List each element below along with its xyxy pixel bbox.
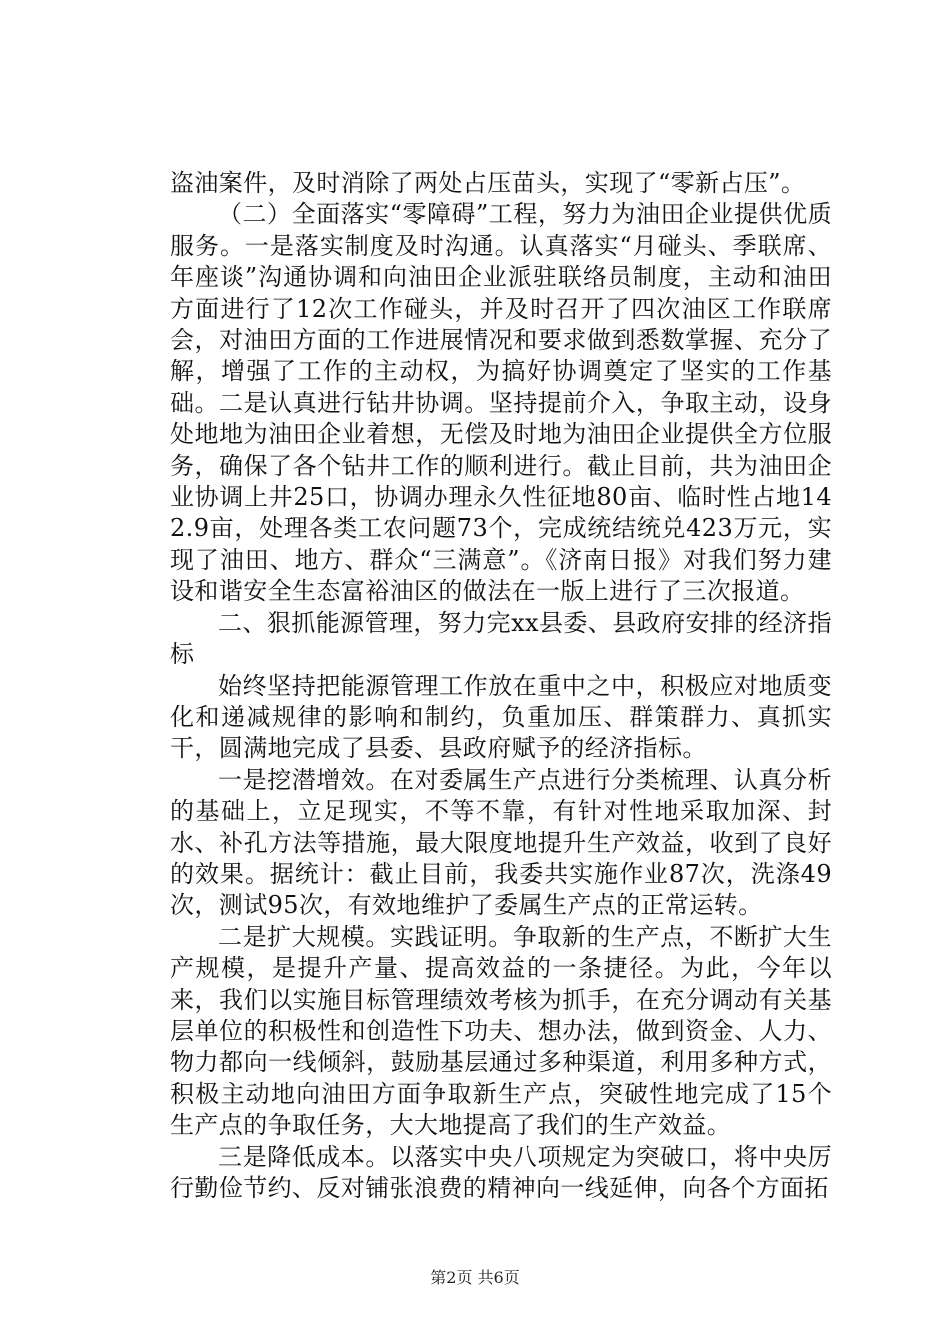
page-number: 第2页 共6页 — [430, 1268, 520, 1287]
section-heading: 二、狠抓能源管理，努力完xx县委、县政府安排的经济指标 — [170, 608, 832, 669]
paragraph-4: 始终坚持把能源管理工作放在重中之中，积极应对地质变化和递减规律的影响和制约，负重加压、群策群力、真抓实干，圆满地完成了县委、县政府赋予的经济指标。 — [170, 671, 832, 763]
paragraph-5: 一是挖潜增效。在对委属生产点进行分类梳理、认真分析的基础上，立足现实，不等不靠，有针对性地采取加深、封水、补孔方法等措施，最大限度地提升生产效益，收到了良好的效果。据统计：截止目前，我委共实施作业87次，洗涤49次，测试95次，有效地维护了委属生产点的正常运转。 — [170, 765, 832, 920]
paragraph-7: 三是降低成本。以落实中央八项规定为突破口，将中央厉行勤俭节约、反对铺张浪费的精神向一线延伸，向各个方面拓 — [170, 1142, 832, 1202]
paragraph-6: 二是扩大规模。实践证明。争取新的生产点，不断扩大生产规模，是提升产量、提高效益的一条捷径。为此，今年以来，我们以实施目标管理绩效考核为抓手，在充分调动有关基层单位的积极性和创造性下功夫、想办法，做到资金、人力、物力都向一线倾斜，鼓励基层通过多种渠道，利用多种方式，积极主动地向油田方面争取新生产点，突破性地完成了15个生产点的争取任务，大大地提高了我们的生产效益。 — [170, 922, 832, 1140]
paragraph-1: 盗油案件，及时消除了两处占压苗头，实现了“零新占压”。 — [170, 169, 806, 197]
paragraph-2: （二）全面落实“零障碍”工程，努力为油田企业提供优质服务。一是落实制度及时沟通。认真落实“月碰头、季联席、年座谈”沟通协调和向油田企业派驻联络员制度，主动和油田方面进行了12次工作碰头，并及时召开了四次油区工作联席会，对油田方面的工作进展情况和要求做到悉数掌握、充分了解，增强了工作的主动权，为搞好协调奠定了坚实的工作基础。二是认真进行钻井协调。坚持提前介入，争取主动，设身处地地为油田企业着想，无偿及时地为油田企业提供全方位服务，确保了各个钻井工作的顺利进行。截止目前，共为油田企业协调上井25口，协调办理永久性征地80亩、临时性占地142.9亩，处理各类工农问题73个，完成统结统兑423万元，实现了油田、地方、群众“三满意”。《济南日报》对我们努力建设和谐安全生态富裕油区的做法在一版上进行了三次报道。 — [170, 200, 832, 606]
document-body — [170, 168, 832, 1204]
